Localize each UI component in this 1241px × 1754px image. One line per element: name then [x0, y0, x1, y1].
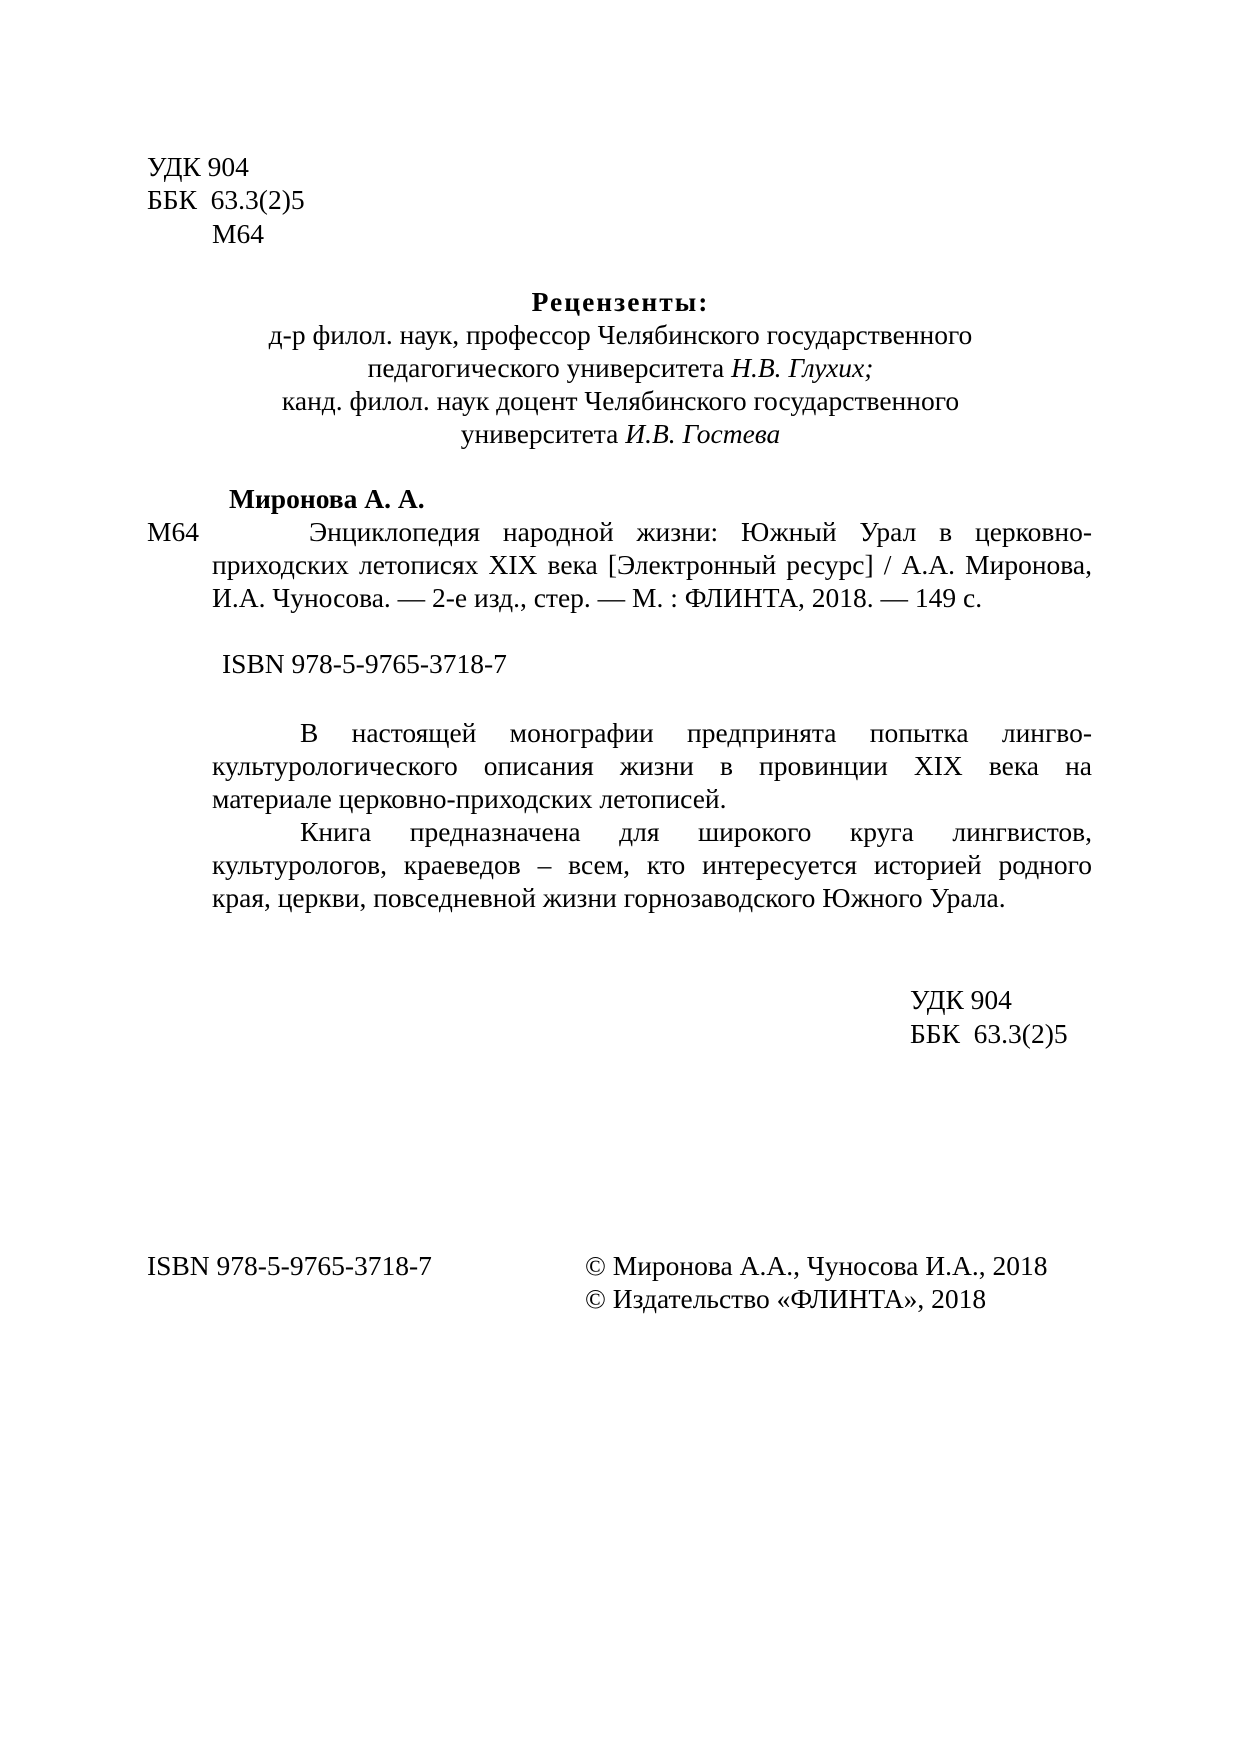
abstract-paragraph-1	[212, 716, 1092, 815]
abstract-p1-line-3: материале церковно-приходских летописей.	[212, 783, 727, 814]
classification-udk: УДК 904	[910, 984, 1012, 1015]
abstract-paragraph-2	[212, 815, 1092, 914]
reviewer-2-affiliation: университета	[460, 418, 626, 449]
reviewers-block	[0, 318, 1241, 450]
record-line-1: Энциклопедия народной жизни: Южный Урал в церковно-	[309, 516, 1092, 547]
header-code: М64	[212, 218, 264, 249]
abstract-p2-line-1: Книга предназначена для широкого круга лингвистов,	[300, 816, 1092, 847]
reviewer-1-affiliation: педагогического университета	[367, 352, 732, 383]
classification-bbk: ББК 63.3(2)5	[910, 1018, 1068, 1049]
record-code: М64	[147, 516, 199, 547]
abstract-p1-line-2: культурологического описания жизни в провинции XIX века на	[212, 750, 1092, 781]
reviewer-2-name: И.В. Гостева	[625, 418, 781, 449]
record-description	[212, 515, 1092, 614]
footer-copyright-authors: © Миронова А.А., Чуносова И.А., 2018	[585, 1250, 1048, 1281]
reviewer-line-1: д-р филол. наук, профессор Челябинского государственного	[268, 319, 973, 350]
reviewers-title: Рецензенты:	[531, 286, 710, 317]
abstract-p2-line-2: культурологов, краеведов – всем, кто интересуется историей родного	[212, 849, 1092, 880]
footer-copyright-publisher: © Издательство «ФЛИНТА», 2018	[585, 1283, 987, 1314]
record-line-3: И.А. Чуносова. — 2-е изд., стер. — М. : ФЛИНТА, 2018. — 149 с.	[212, 582, 983, 613]
abstract-p1-line-1: В настоящей монографии предпринята попытка лингво-	[300, 717, 1092, 748]
record-line-2: приходских летописях XIX века [Электронный ресурс] / А.А. Миронова,	[212, 549, 1092, 580]
reviewer-line-2	[0, 351, 1241, 384]
header-udk: УДК 904	[147, 151, 249, 182]
reviewer-line-3: канд. филол. наук доцент Челябинского государственного	[281, 385, 960, 416]
record-author: Миронова А. А.	[229, 483, 425, 514]
footer-isbn: ISBN 978-5-9765-3718-7	[147, 1250, 432, 1281]
record-isbn: ISBN 978-5-9765-3718-7	[222, 648, 507, 679]
header-bbk: ББК 63.3(2)5	[147, 184, 305, 215]
reviewer-1-name: Н.В. Глухих;	[731, 352, 874, 383]
reviewer-line-4	[0, 417, 1241, 450]
abstract-p2-line-3: края, церкви, повседневной жизни горнозаводского Южного Урала.	[212, 882, 1006, 913]
